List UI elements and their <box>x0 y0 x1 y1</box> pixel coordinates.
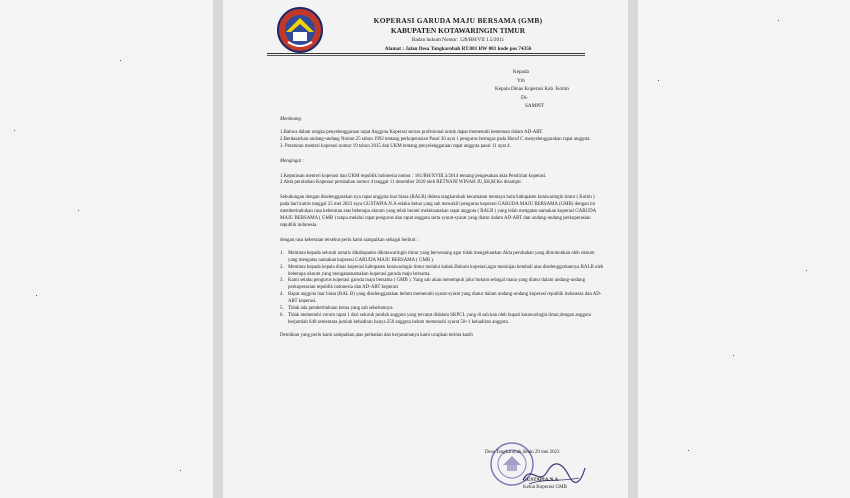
objection-intro: dengan rasa keberatan tersebut perlu kami sampaikan sebagai berikut : <box>280 237 419 243</box>
menimbang-heading: Menimang <box>280 117 301 122</box>
letterhead-rule <box>267 53 585 54</box>
left-background <box>0 0 213 498</box>
objection-item: 3. Kami selaku pengurus koperasi garuda maju bersama ( GMB ). Yang sah akan menempuh jalur hukum sebagai mana yang diatur dalam undang-undang perkoperasian republik indonesia dan AD-ART koperasi <box>280 278 586 291</box>
signatory-title: Ketua Koperasi GMB <box>523 485 567 490</box>
mengingat-heading: Mengingat : <box>280 158 305 164</box>
signature-block <box>485 449 620 456</box>
main-paragraph: Sehubungan dengan diselenggarakan nya rapat anggota luar biasa (RALB) didesa tangkarobah kecamatan mentaya hulu kabupaten kotawaringin timur ( Kotim ) pada hari kamis tanggal 25 mei 2023 saya GUSTAPIA.N.A selaku ketua yang sah mewakili pengurus koperasi GARUDA MAJU BERSAMA (GMB) dengan ini memberitahukan rasa keberatan atas beberapa oknum yang telah berani melaksanakan rapat anggota ( RALB ) yang telah mengatas namakan koperasi GARUDA MAJU BERSAMA ( GMB ) tanpa melalui rapat pengurus dan rapat anggota serta syarat-syarat yang diatur dalam AD-ART dan undang-undang perkoperasian republik indonesia. <box>280 195 596 228</box>
letter-page <box>223 0 628 498</box>
right-background <box>638 0 850 498</box>
org-name: KOPERASI GARUDA MAJU BERSAMA (GMB) <box>373 16 543 25</box>
mengingat-item: 2.Akta perubahan Koperasi perubahan nomor 4 tanggal 11 desember 2020 oleh RETNANI WINAH JU,SH,M.Kn disampit. <box>280 180 522 186</box>
mengingat-item: 1.Keputusan menteri koperasi dan UKM republik indonesia nomor : 181/BH/XVIII.3/2014 tentang pengesahan akta Pendirian koperasi. <box>280 173 547 179</box>
letter-body <box>280 117 605 340</box>
letterhead <box>333 16 583 52</box>
signatory <box>523 477 567 491</box>
objection-item: 6. Tidak memenuhi vorum rapat 1 dari seluruh jumlah anggota yang tercatat didalam SKPCL yang di sah kan oleh bupati kotawaringin timur,dengan anggota berjumlah 640 sementara jumlah kehadiran hanya 250 anggota belum memenuhi syarat 50+1 kehadiran anggota. <box>280 312 591 325</box>
objection-item: 2. Meminta kepada kepala dinas koperasi kabupaten kotawaringin timur melalui kabak.Hukum koperasi,agar meninjau kembali atas diselenggarkannya RALB oleh beberapa oknum yang mengatasnamakan koperasi garuda maju bersama. <box>280 264 604 277</box>
letterhead-rule-thin <box>267 55 585 56</box>
org-address: Alamat : Jalan Desa Tangkarobah RT.001 RW 001 kode pos 74356 <box>384 46 532 52</box>
menimbang-item: 1.Bahwa dalam rangka penyelenggaraan rapat Anggota Koperasi secara profesional untuk dapat memenuhi ketentuan dalam AD-ART. <box>280 129 544 135</box>
objection-item: 1. Meminta kepada seluruh notaris dikabupaten dikotawaringin timur yang berwenang agar tidak mengeluarkan Akta perubahan yang dimohonkan oleh oknum yang mengatas namakan koperasi GARUDA MAJU BERSAMA ( GMB ). <box>280 250 595 263</box>
closing-sentence: Demikian yang perlu kami sampaikan,atas perhatian dan kerjasamanya kami ucapkan terima kasih <box>280 332 473 338</box>
recipient-block <box>495 68 569 111</box>
recipient-line: Kepala Dinas Koperasi Kab. Kotim <box>495 86 569 93</box>
regency-name: KABUPATEN KOTAWARINGIN TIMUR <box>390 26 526 35</box>
recipient-line: Yth <box>517 77 525 84</box>
menimbang-item: 3. Peraturan menteri koperasi nomor 19 tahun 2015 dan UKM tentang penyelenggaraan rapat anggota pasal 11 ayat 4. <box>280 143 511 149</box>
objection-item: 4. Rapat anggota luar biasa (RAL B) yang diselenggarakan belum memenuhi syarat-syarat yang diatur dalam undang-undang koperasi republik indonesia dan AD-ART koperasi. <box>280 292 602 305</box>
cooperative-logo <box>276 6 324 54</box>
recipient-line: Di- <box>521 94 528 101</box>
recipient-line: SAMPIT <box>525 103 545 110</box>
document-viewer <box>213 0 638 498</box>
objection-item: 5. Tidak ada pemberitahuan ketua yang sah sebelumnya. <box>280 306 394 312</box>
recipient-line: Kepada <box>513 69 529 75</box>
place-date: Desa Tangkarobah,Senin 29 mei 2023 <box>485 450 560 455</box>
menimbang-item: 2.Berdasarkan undang-undang Nomor.25 tahun 1992 tentang perkoperasian Pasal 30 ayat 1 pengurus bertugas pada Huruf C menyelenggarakan rapat anggota. <box>280 136 591 142</box>
legal-number: Badan hukum Nomor: 120/BH/VII 1.5/2011 <box>411 37 505 43</box>
signatory-name: GUSTAPIA.N.A <box>523 478 559 483</box>
